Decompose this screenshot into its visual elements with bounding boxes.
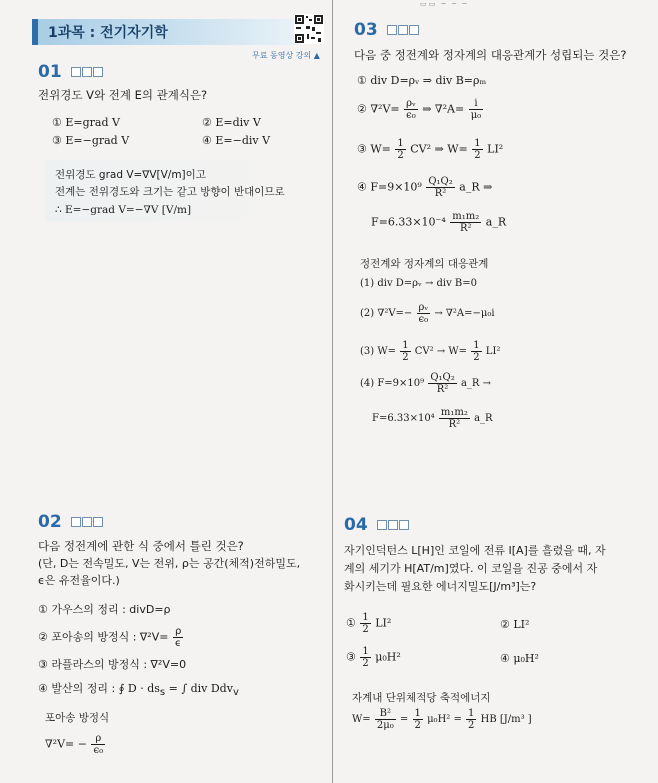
denominator: μ₀ — [470, 110, 482, 121]
question-number: 02 — [38, 512, 62, 532]
denominator: 2 — [402, 352, 409, 363]
question-01-number — [38, 62, 104, 82]
denominator: R² — [460, 223, 472, 234]
fraction — [404, 98, 418, 121]
denominator: R² — [448, 419, 461, 430]
numerator: ρᵥ — [418, 302, 429, 313]
question-03-number — [354, 20, 420, 40]
denominator: 2 — [474, 150, 481, 161]
question-04-text-3: 화시키는데 필요한 에너지밀도[J/m³]는? — [344, 580, 537, 593]
formula-part: LI² — [487, 142, 504, 156]
question-number: 03 — [354, 20, 378, 40]
fraction — [360, 646, 370, 669]
formula-part: CV² ⇒ W= — [410, 142, 468, 156]
fraction — [439, 407, 470, 430]
question-02-text-2: (단, D는 전속밀도, V는 전위, ρ는 공간(체적)전하밀도, — [38, 557, 301, 570]
denominator: 2 — [362, 624, 369, 635]
formula-part: a_R — [485, 215, 507, 229]
q4-option-2[interactable]: ② LI² — [500, 618, 530, 631]
question-number: 01 — [38, 62, 62, 82]
formula-part: W= — [352, 714, 371, 725]
option-marker: ③ — [346, 650, 356, 664]
denominator: 2 — [473, 352, 480, 363]
numerator: B² — [375, 708, 396, 720]
fraction — [413, 708, 423, 731]
numerator: 1 — [362, 646, 369, 657]
numerator: m₁m₂ — [440, 407, 468, 418]
fraction — [469, 98, 484, 121]
check-boxes[interactable] — [71, 62, 104, 82]
denominator: 2 — [468, 720, 475, 731]
fraction — [450, 211, 481, 234]
integral-subscript: s — [159, 687, 166, 699]
q4-explanation-title: 자계내 단위체적당 축적에너지 — [352, 692, 491, 704]
column-divider — [332, 0, 333, 783]
numerator: 1 — [362, 612, 369, 623]
q3-explanation-line-5 — [372, 407, 493, 430]
q3-option-3[interactable] — [357, 138, 503, 161]
question-number: 04 — [344, 515, 368, 535]
denominator: ϵ₀ — [418, 314, 429, 325]
question-02-number — [38, 512, 104, 532]
fraction — [173, 626, 183, 649]
denominator: ϵ₀ — [93, 745, 104, 756]
numerator: 1 — [414, 708, 421, 719]
numerator: 1 — [402, 340, 409, 351]
q2-option-2[interactable] — [38, 626, 184, 649]
q2-option-4-label: ④ 발산의 정리 : — [38, 682, 119, 695]
q1-explanation-line-2: 전계는 전위경도와 크기는 같고 방향이 반대이므로 — [55, 186, 285, 198]
q2-option-4[interactable] — [38, 680, 239, 698]
q3-option-4-line-2 — [371, 211, 506, 234]
q2-option-1[interactable]: ① 가우스의 정리 : divD=ρ — [38, 603, 171, 616]
formula-part: CV² → W= — [414, 346, 468, 357]
denominator: 2 — [397, 150, 404, 161]
q2-explanation-title: 포아송 방정식 — [45, 712, 110, 724]
check-boxes[interactable] — [377, 515, 410, 535]
fraction — [428, 372, 456, 395]
volume-integral: = ∫ div Ddv — [168, 682, 233, 695]
numerator: 1 — [473, 340, 480, 351]
fraction — [471, 340, 481, 363]
formula-part: a_R → — [460, 378, 491, 389]
implication: ⇒ ∇²A= — [422, 102, 465, 116]
q3-option-1[interactable]: ① div D=ρᵥ ⇒ div B=ρₘ — [357, 74, 487, 87]
fraction — [400, 340, 410, 363]
q3-explanation-line-2 — [360, 302, 495, 325]
fraction — [472, 138, 482, 161]
formula-part: (3) W= — [360, 346, 397, 357]
q4-option-3[interactable] — [346, 646, 401, 669]
integral-subscript: v — [232, 687, 239, 699]
q1-option-2[interactable]: ② E=div V — [202, 116, 261, 129]
page-top-marks: ▭▭ ─ ─ ─ — [420, 0, 469, 8]
formula-part: LI² — [375, 616, 392, 630]
denominator: 2 — [362, 658, 369, 669]
q3-explanation-line-1: (1) div D=ρᵥ → div B=0 — [360, 278, 478, 289]
free-video-lecture-link[interactable]: 무료 동영상 강의 ▲ — [252, 51, 320, 60]
q1-explanation-line-1: 전위경도 grad V=∇V[V/m]이고 — [55, 169, 206, 181]
fraction — [91, 733, 105, 756]
fraction — [360, 612, 370, 635]
option-marker: ① — [346, 616, 356, 630]
numerator: ρ — [174, 626, 182, 637]
fraction — [375, 708, 396, 731]
denominator: R² — [436, 384, 449, 395]
check-boxes[interactable] — [71, 512, 104, 532]
denominator: ϵ₀ — [406, 110, 416, 121]
numerator: ρᵥ — [406, 98, 416, 109]
q3-explanation-line-3 — [360, 340, 500, 363]
q3-explanation-title: 정전계와 정자계의 대응관계 — [360, 258, 489, 270]
q3-option-2[interactable] — [357, 98, 484, 121]
q3-option-2-label: ② ∇²V= — [357, 102, 400, 116]
numerator: m₁m₂ — [452, 211, 480, 222]
surface-integral: ∮ D · ds — [118, 682, 160, 695]
denominator: ϵ — [175, 638, 182, 649]
question-04-number — [344, 515, 410, 535]
denominator: 2μ₀ — [376, 720, 394, 731]
fraction — [426, 176, 454, 199]
numerator: Q₁Q₂ — [428, 176, 453, 187]
q1-explanation-line-3: ∴ E=−grad V=−∇V [V/m] — [55, 204, 192, 216]
numerator: Q₁Q₂ — [430, 372, 455, 383]
question-02-text-3: ϵ은 유전율이다.) — [38, 574, 120, 587]
check-boxes[interactable] — [387, 20, 420, 40]
formula-part: LI² — [485, 346, 501, 357]
q2-option-3[interactable]: ③ 라플라스의 방정식 : ∇²V=0 — [38, 658, 187, 671]
formula-lhs: ∇²V= − — [45, 737, 87, 751]
numerator: 1 — [468, 708, 475, 719]
formula-part: a_R ⇒ — [459, 180, 493, 194]
numerator: 1 — [397, 138, 404, 149]
formula-part: HB [J/m³ ] — [480, 714, 532, 725]
qr-code-icon[interactable] — [294, 14, 324, 44]
formula-part: = — [399, 714, 409, 725]
q3-explanation-line-4 — [360, 372, 491, 395]
q4-option-1[interactable] — [346, 612, 391, 635]
subject-title: 1과목 : 전기자기학 — [48, 25, 168, 41]
q4-option-4[interactable]: ④ μ₀H² — [500, 652, 539, 665]
fraction — [395, 138, 405, 161]
formula-part: → ∇²A=−μ₀i — [434, 308, 495, 319]
q3-option-3-label: ③ W= — [357, 142, 391, 156]
q3-option-4-label: ④ F=9×10⁹ — [357, 180, 422, 194]
formula-part: F=6.33×10⁻⁴ — [371, 215, 446, 229]
formula-part: μ₀H² = — [427, 714, 462, 725]
formula-part: a_R — [474, 413, 493, 424]
numerator: ρ — [91, 733, 105, 745]
q4-explanation-formula — [352, 708, 532, 731]
question-03-text: 다음 중 정전계와 정자계의 대응관계가 성립되는 것은? — [354, 48, 627, 62]
question-02-text-1: 다음 정전계에 관한 식 중에서 틀린 것은? — [38, 539, 244, 553]
q3-option-4[interactable] — [357, 176, 492, 199]
formula-part: (2) ∇²V=− — [360, 308, 413, 319]
question-04-text-1: 자기인덕턴스 L[H]인 코일에 전류 I[A]를 흘렸을 때, 자 — [344, 544, 606, 557]
fraction — [417, 302, 431, 325]
denominator: R² — [434, 188, 447, 199]
question-01-text: 전위경도 V와 전계 E의 관계식은? — [38, 88, 208, 102]
denominator: 2 — [414, 720, 421, 731]
q1-option-1[interactable]: ① E=grad V — [52, 116, 120, 129]
question-04-text-2: 계의 세기가 H[AT/m]였다. 이 코일을 진공 중에서 자 — [344, 562, 598, 575]
q1-option-4[interactable]: ④ E=−div V — [202, 134, 271, 147]
fraction — [466, 708, 476, 731]
q1-option-3[interactable]: ③ E=−grad V — [52, 134, 130, 147]
formula-part: (4) F=9×10⁹ — [360, 378, 425, 389]
numerator: 1 — [474, 138, 481, 149]
formula-part: μ₀H² — [375, 650, 401, 664]
numerator: i — [469, 98, 484, 110]
formula-part: F=6.33×10⁴ — [372, 413, 435, 424]
q2-option-2-label: ② 포아송의 방정식 : ∇²V= — [38, 630, 169, 644]
q2-explanation-formula — [45, 733, 106, 756]
